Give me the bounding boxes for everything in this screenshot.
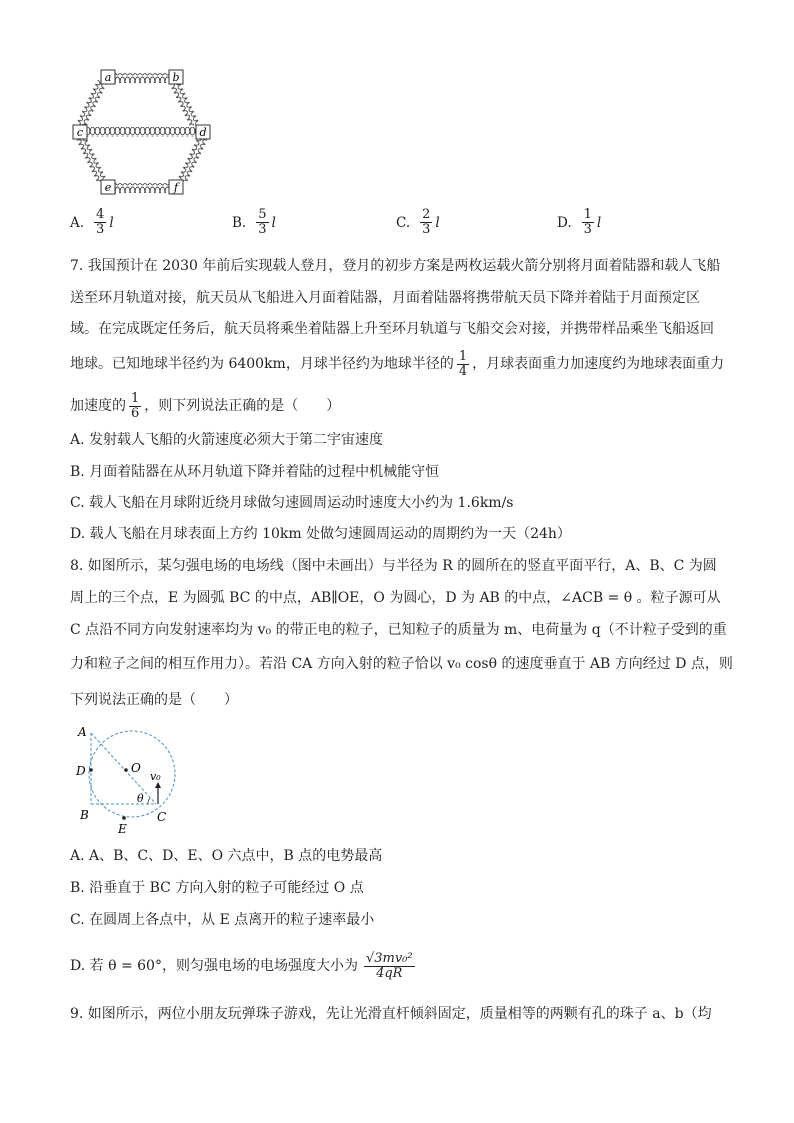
q6-option-c[interactable]: C. $\frac{2}{3}$ l (396, 207, 440, 237)
q6-option-d[interactable]: D. $\frac{1}{3}$ l (557, 207, 602, 237)
svg-text:c: c (76, 126, 84, 139)
q8-line-1: 8. 如图所示，某匀强电场的电场线（图中未画出）与半径为 R 的圆所在的竖直平面平行，A、B、C 为圆 (70, 558, 717, 574)
box-b (169, 70, 183, 84)
q6-b-fraction: $\frac{5}{3}$ (258, 207, 267, 237)
spring-ce (77, 136, 107, 184)
q7-option-d[interactable]: D. 载人飞船在月球表面上方约 10km 处做匀速圆周运动的周期约为一天（24h） (70, 526, 571, 542)
q8-line-2: 周上的三个点，E 为圆弧 BC 的中点，AB∥OE，O 为圆心，D 为 AB 的中点，∠ACB = θ 。粒子源可从 (70, 590, 721, 606)
q9-line-1: 9. 如图所示，两位小朋友玩弹珠子游戏，先让光滑直杆倾斜固定，质量相等的两颗有孔的珠子 a、b（均 (70, 1006, 712, 1022)
label-a: A (78, 725, 87, 739)
q7-quarter-fraction: $\frac{1}{4}$ (458, 348, 468, 379)
box-e (101, 180, 115, 194)
spring-ac (76, 80, 106, 128)
q7-line-5: 加速度的 $\frac{1}{6}$ ，则下列说法正确的是（ ） (70, 390, 341, 421)
box-a (101, 70, 115, 84)
spring-df (177, 136, 207, 184)
q7-line-1: 7. 我国预计在 2030 年前后实现载人登月，登月的初步方案是两枚运载火箭分别将月面着陆器和载人飞船 (70, 258, 721, 274)
spring-cd (87, 127, 196, 137)
q7-line-4: 地球。已知地球半径约为 6400km，月球半径约为地球半径的 $\frac{1}{4}$ ，月球表面重力加速度约为地球表面重力 (70, 348, 725, 379)
q7-line-3: 域。在完成既定任务后，航天员将乘坐着陆器上升至环月轨道与飞船交会对接，并携带样品乘坐飞船返回 (70, 321, 714, 337)
q6-d-fraction: $\frac{1}{3}$ (583, 207, 592, 237)
point-d (89, 768, 93, 772)
theta-arc (148, 798, 150, 804)
q6-option-a[interactable]: A. $\frac{4}{3}$ l (70, 207, 114, 237)
svg-text:d: d (199, 126, 207, 139)
q8-line-4: 力和粒子之间的相互作用力）。若沿 CA 方向入射的粒子恰以 v₀ cosθ 的速度垂直于 AB 方向经过 D 点，则 (70, 656, 733, 672)
svg-text:f: f (173, 181, 179, 194)
label-d: D (76, 764, 86, 778)
q7-option-c[interactable]: C. 载人飞船在月球附近绕月球做匀速圆周运动时速度大小约为 1.6km/s (70, 495, 514, 511)
q6-option-b[interactable]: B. $\frac{5}{3}$ l (232, 207, 276, 237)
q6-c-fraction: $\frac{2}{3}$ (422, 207, 431, 237)
q7-option-b[interactable]: B. 月面着陆器在从环月轨道下降并着陆的过程中机械能守恒 (70, 464, 440, 480)
spring-ab (115, 73, 169, 83)
q7-line-2: 送至环月轨道对接，航天员从飞船进入月面着陆器，月面着陆器将携带航天员下降并着陆于月面预定区 (70, 290, 700, 306)
q8-line-5: 下列说法正确的是（ ） (70, 692, 238, 708)
q8-option-b[interactable]: B. 沿垂直于 BC 方向入射的粒子可能经过 O 点 (70, 880, 364, 896)
circle-field-figure (70, 722, 190, 838)
box-f (169, 180, 183, 194)
spring-bd (170, 80, 200, 128)
q7-option-a[interactable]: A. 发射载人飞船的火箭速度必须大于第二宇宙速度 (70, 432, 384, 448)
q8-option-d[interactable]: D. 若 θ = 60°，则匀强电场的电场强度大小为 $\frac{\text{√3mv₀²}}{4qR}$ (70, 950, 413, 981)
q6-a-fraction: $\frac{4}{3}$ (96, 207, 105, 237)
point-o (124, 768, 128, 772)
point-e (122, 816, 126, 820)
box-d (196, 125, 210, 139)
q6-options (70, 208, 730, 248)
label-e: E (118, 822, 127, 836)
svg-text:b: b (172, 71, 180, 84)
label-o: O (131, 761, 141, 775)
q8-line-3: C 点沿不同方向发射速率均为 v₀ 的带正电的粒子，已知粒子的质量为 m、电荷量为 q（不计粒子受到的重 (70, 622, 727, 638)
svg-text:a: a (104, 71, 112, 84)
spring-ef (115, 183, 169, 193)
label-v0: v₀ (150, 770, 161, 783)
spring-hexagon-figure (70, 66, 215, 198)
q8-field-fraction: $\frac{\text{√3mv₀²}}{4qR}$ (365, 950, 413, 981)
label-c: C (157, 810, 167, 824)
svg-text:e: e (104, 181, 112, 194)
q8-option-c[interactable]: C. 在圆周上各点中，从 E 点离开的粒子速率最小 (70, 912, 375, 928)
segment-ac (91, 733, 156, 804)
label-theta: θ (137, 792, 144, 805)
q7-sixth-fraction: $\frac{1}{6}$ (131, 390, 140, 421)
label-b: B (80, 808, 89, 822)
q8-option-a[interactable]: A. A、B、C、D、E、O 六点中，B 点的电势最高 (70, 848, 383, 864)
box-c (73, 125, 87, 139)
